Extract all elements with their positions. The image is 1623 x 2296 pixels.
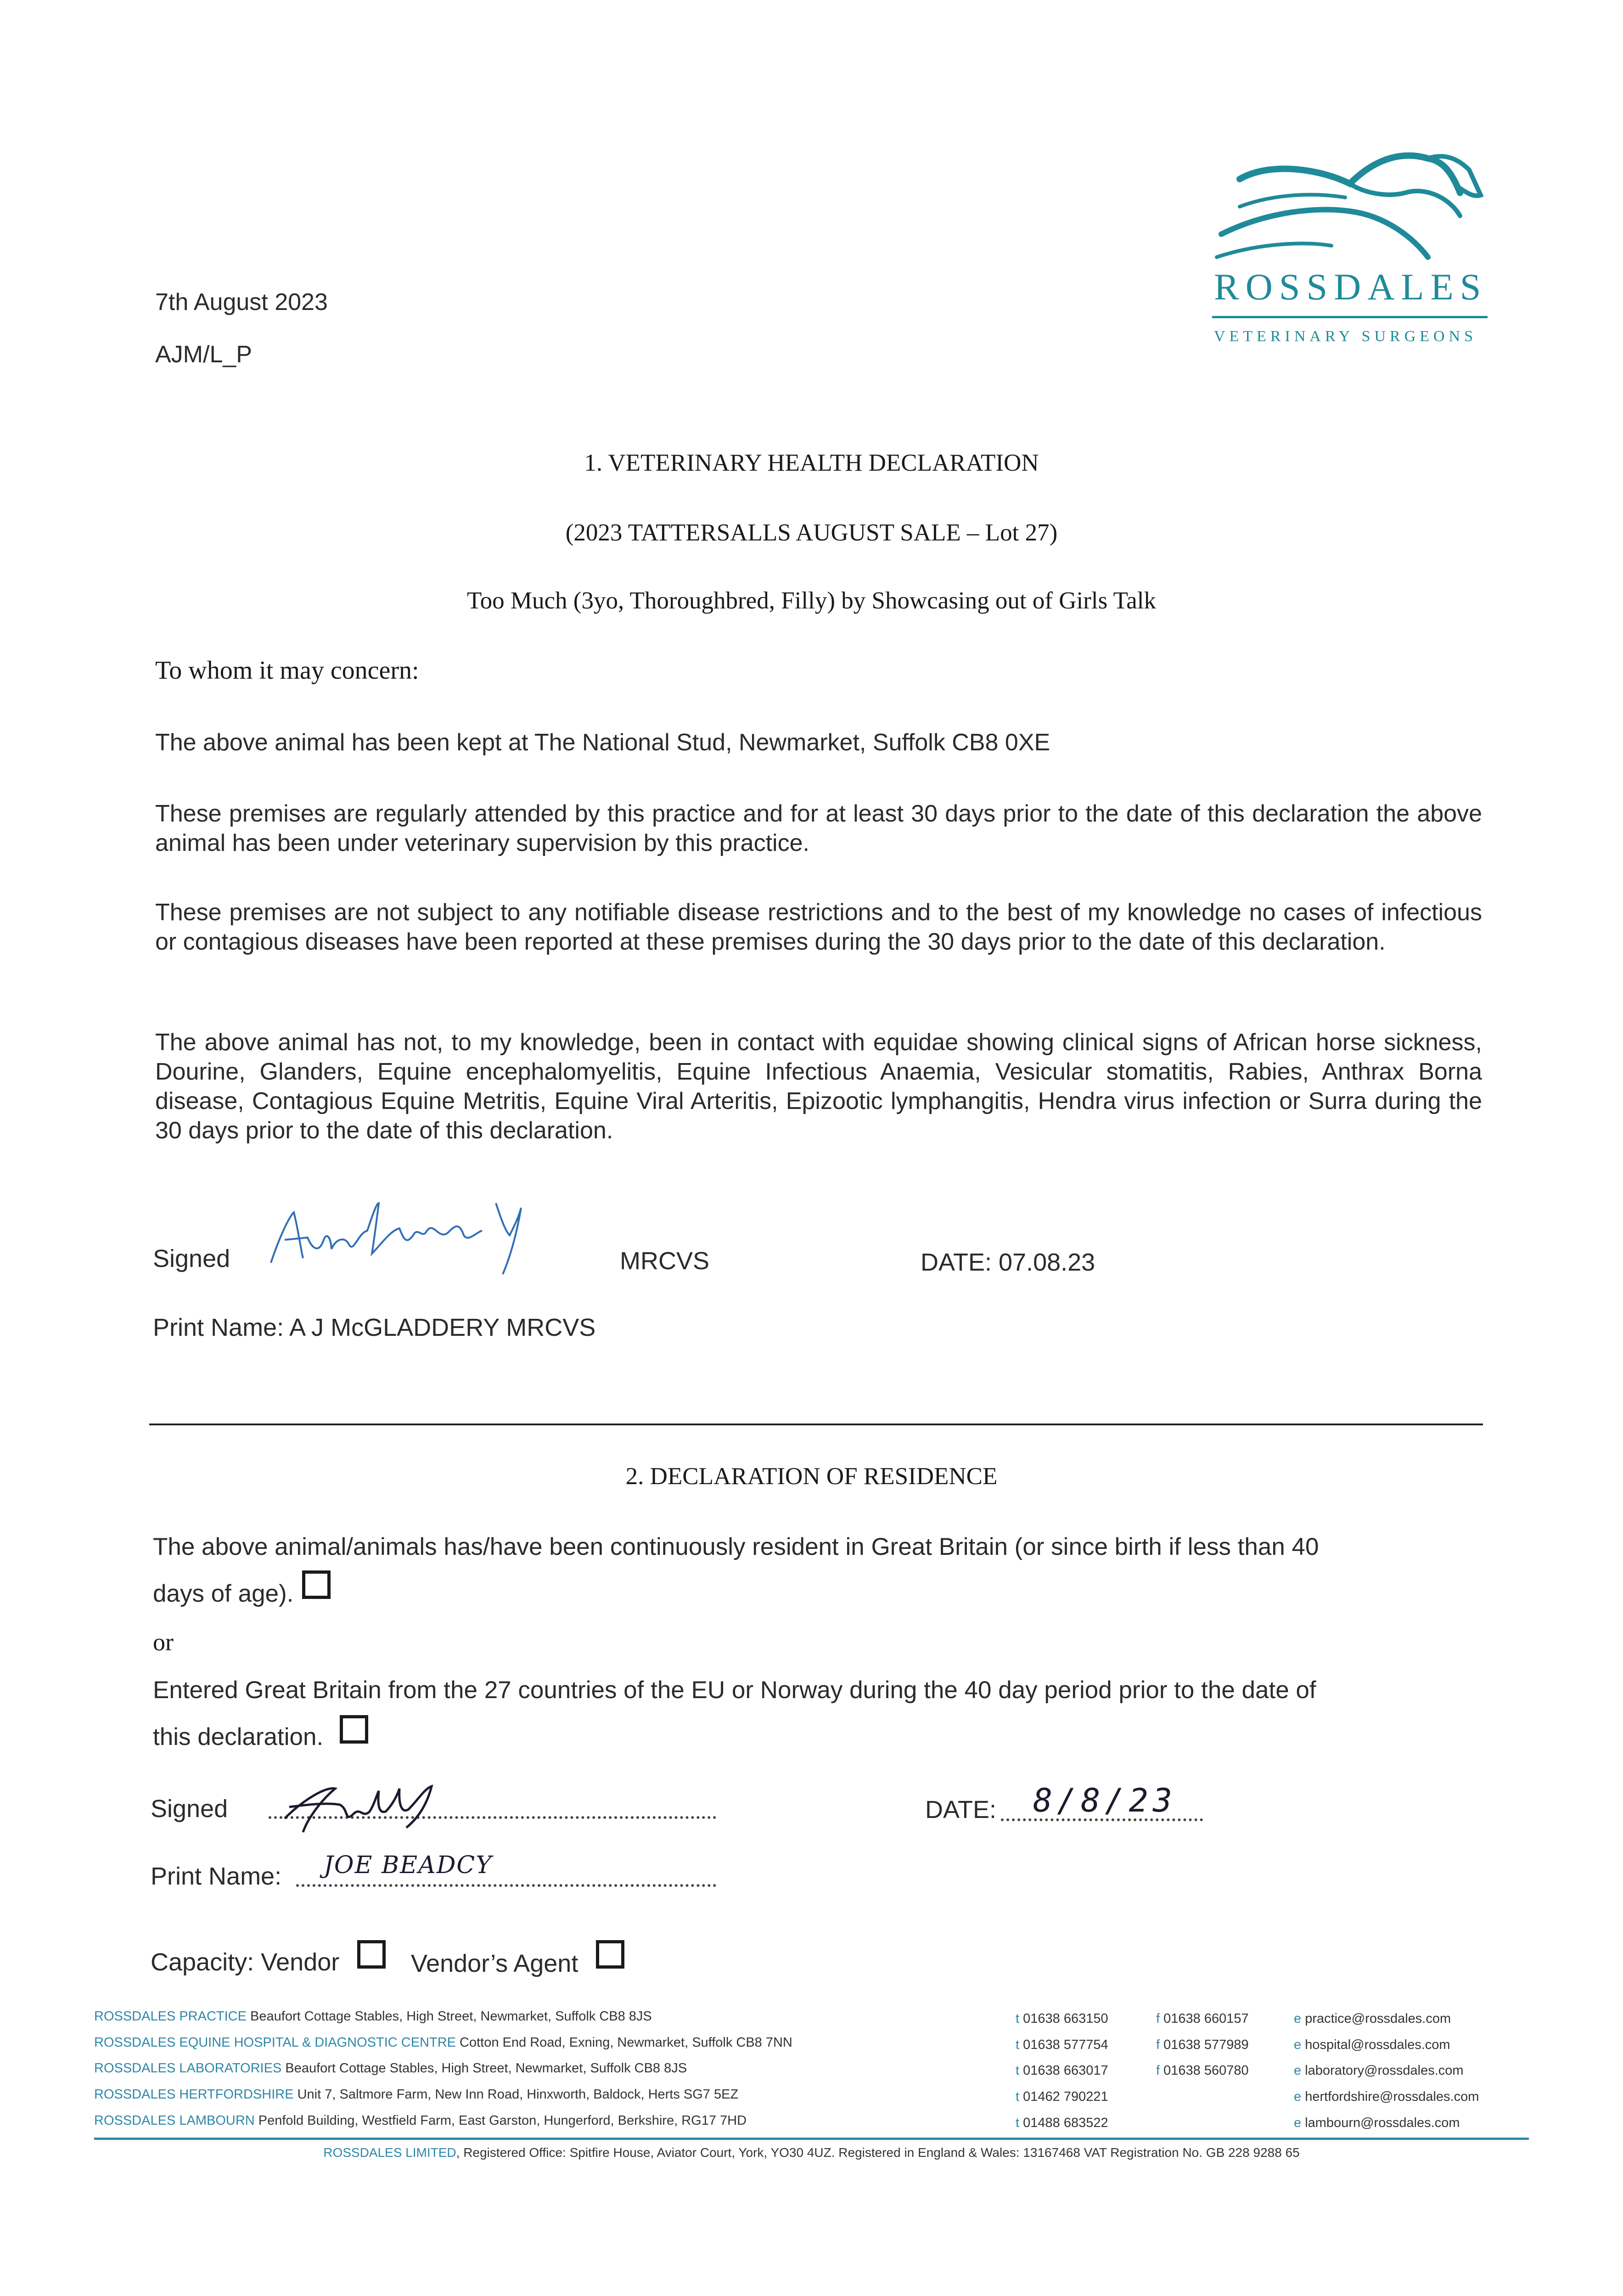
footer-email[interactable]: e hospital@rossdales.com	[1294, 2037, 1450, 2052]
section2-print-name-value: JOE BEADCY	[324, 1851, 493, 1879]
footer-registered-org: ROSSDALES LIMITED	[323, 2145, 456, 2160]
paragraph-disease-restrictions: These premises are not subject to any notifiable disease restrictions and to the best of my knowledge no cases of infectious or contagious diseases have been reported at these premises during the 30 days prior to the date of this declaration.	[155, 899, 1482, 955]
residence-option1-line2: days of age).	[153, 1580, 294, 1607]
letter-reference: AJM/L_P	[155, 341, 252, 368]
paragraph-contact: The above animal has not, to my knowledge, been in contact with equidae showing clinical signs of African horse sickness, Dourine, Glanders, Equine encephalomyelitis, Equine Infectious Anaemia, Vesicular stomatitis, Rabies, Anthrax Borna disease, Contagious Equine Metritis, Equine Viral Arteritis, Epizootic lymphangitis, Hendra virus infection or Surra during the 30 days prior to the date of this declaration.	[155, 1029, 1482, 1144]
footer-tel: t 01488 683522	[1016, 2116, 1108, 2130]
footer-address: Cotton End Road, Exning, Newmarket, Suffolk CB8 7NN	[460, 2035, 792, 2050]
footer-registered-text: , Registered Office: Spitfire House, Aviator Court, York, YO30 4UZ. Registered in England & Wales: 13167468 VAT Registration No. GB 228 9288 65	[456, 2145, 1300, 2160]
footer-fax: f 01638 660157	[1156, 2011, 1249, 2026]
footer-address: Beaufort Cottage Stables, High Street, Newmarket, Suffolk CB8 8JS	[250, 2009, 652, 2024]
footer-registered-office	[0, 2145, 1623, 2160]
footer-tel: t 01638 663017	[1016, 2063, 1108, 2078]
section1-subtitle: (2023 TATTERSALLS AUGUST SALE – Lot 27)	[565, 519, 1058, 546]
residence-option2-line2: this declaration.	[153, 1723, 324, 1750]
vet-signature	[266, 1189, 523, 1277]
resident-gb-checkbox[interactable]	[302, 1570, 331, 1599]
section2-print-name-label: Print Name:	[151, 1863, 282, 1890]
salutation: To whom it may concern:	[155, 656, 419, 685]
logo-rule	[1212, 316, 1488, 318]
footer-email[interactable]: e laboratory@rossdales.com	[1294, 2063, 1464, 2078]
footer-fax: f 01638 560780	[1156, 2063, 1249, 2078]
section2-date-value: 8/8/23	[1033, 1782, 1177, 1819]
footer-org: ROSSDALES EQUINE HOSPITAL & DIAGNOSTIC CENTRE	[94, 2035, 456, 2050]
footer-org: ROSSDALES LAMBOURN	[94, 2113, 255, 2128]
section1-date: DATE: 07.08.23	[921, 1249, 1095, 1276]
paragraph-kept-at: The above animal has been kept at The National Stud, Newmarket, Suffolk CB8 0XE	[155, 729, 1050, 756]
footer-org: ROSSDALES LABORATORIES	[94, 2061, 282, 2076]
residence-option2-line1: Entered Great Britain from the 27 countries of the EU or Norway during the 40 day period prior to the date of	[153, 1677, 1316, 1704]
footer-tel: t 01638 663150	[1016, 2011, 1108, 2026]
capacity-vendor-label: Capacity: Vendor	[151, 1948, 340, 1976]
footer-row-practice	[94, 2009, 652, 2024]
section1-title: 1. VETERINARY HEALTH DECLARATION	[584, 450, 1039, 476]
footer-address: Penfold Building, Westfield Farm, East Garston, Hungerford, Berkshire, RG17 7HD	[258, 2113, 747, 2128]
section1-print-name: Print Name: A J McGLADDERY MRCVS	[153, 1314, 596, 1341]
section1-signed-label: Signed	[153, 1245, 230, 1272]
paragraph-supervision: These premises are regularly attended by this practice and for at least 30 days prior to the date of this declaration the above animal has been under veterinary supervision by this practice.	[155, 800, 1482, 856]
logo-tagline: VETERINARY SURGEONS	[1214, 328, 1477, 345]
footer-email[interactable]: e hertfordshire@rossdales.com	[1294, 2089, 1479, 2104]
section2-date-label: DATE:	[925, 1796, 997, 1823]
capacity-agent-checkbox[interactable]	[596, 1940, 624, 1969]
section2-title: 2. DECLARATION OF RESIDENCE	[625, 1463, 998, 1490]
vendor-signature	[275, 1768, 441, 1837]
section-divider	[149, 1424, 1483, 1425]
capacity-vendor-checkbox[interactable]	[357, 1940, 386, 1969]
or-label: or	[153, 1628, 174, 1656]
footer-tel: t 01462 790221	[1016, 2089, 1108, 2104]
horse-description: Too Much (3yo, Thoroughbred, Filly) by Showcasing out of Girls Talk	[466, 587, 1156, 614]
footer-row-hertfordshire	[94, 2087, 738, 2102]
section2-signed-label: Signed	[151, 1795, 228, 1823]
footer-org: ROSSDALES HERTFORDSHIRE	[94, 2087, 294, 2102]
footer-address: Beaufort Cottage Stables, High Street, Newmarket, Suffolk CB8 8JS	[285, 2061, 687, 2076]
footer-fax: f 01638 577989	[1156, 2037, 1249, 2052]
capacity-agent-label: Vendor’s Agent	[411, 1950, 578, 1977]
footer-tel: t 01638 577754	[1016, 2037, 1108, 2052]
mrcvs-label: MRCVS	[620, 1247, 710, 1275]
section2-print-name-line[interactable]	[296, 1884, 716, 1887]
rossdales-logo	[1212, 142, 1497, 354]
footer-row-hospital	[94, 2035, 792, 2050]
entered-gb-checkbox[interactable]	[340, 1715, 368, 1744]
footer-email[interactable]: e practice@rossdales.com	[1294, 2011, 1451, 2026]
footer-row-laboratories	[94, 2061, 687, 2076]
footer-address: Unit 7, Saltmore Farm, New Inn Road, Hinxworth, Baldock, Herts SG7 5EZ	[297, 2087, 739, 2102]
logo-name: ROSSDALES	[1214, 266, 1488, 308]
horse-logo-icon	[1212, 142, 1497, 266]
footer-email[interactable]: e lambourn@rossdales.com	[1294, 2116, 1460, 2130]
residence-option1-line1: The above animal/animals has/have been continuously resident in Great Britain (or since birth if less than 40	[153, 1533, 1319, 1560]
letter-date: 7th August 2023	[155, 289, 328, 315]
footer-row-lambourn	[94, 2113, 747, 2128]
footer-rule	[94, 2138, 1529, 2140]
footer-org: ROSSDALES PRACTICE	[94, 2009, 247, 2024]
